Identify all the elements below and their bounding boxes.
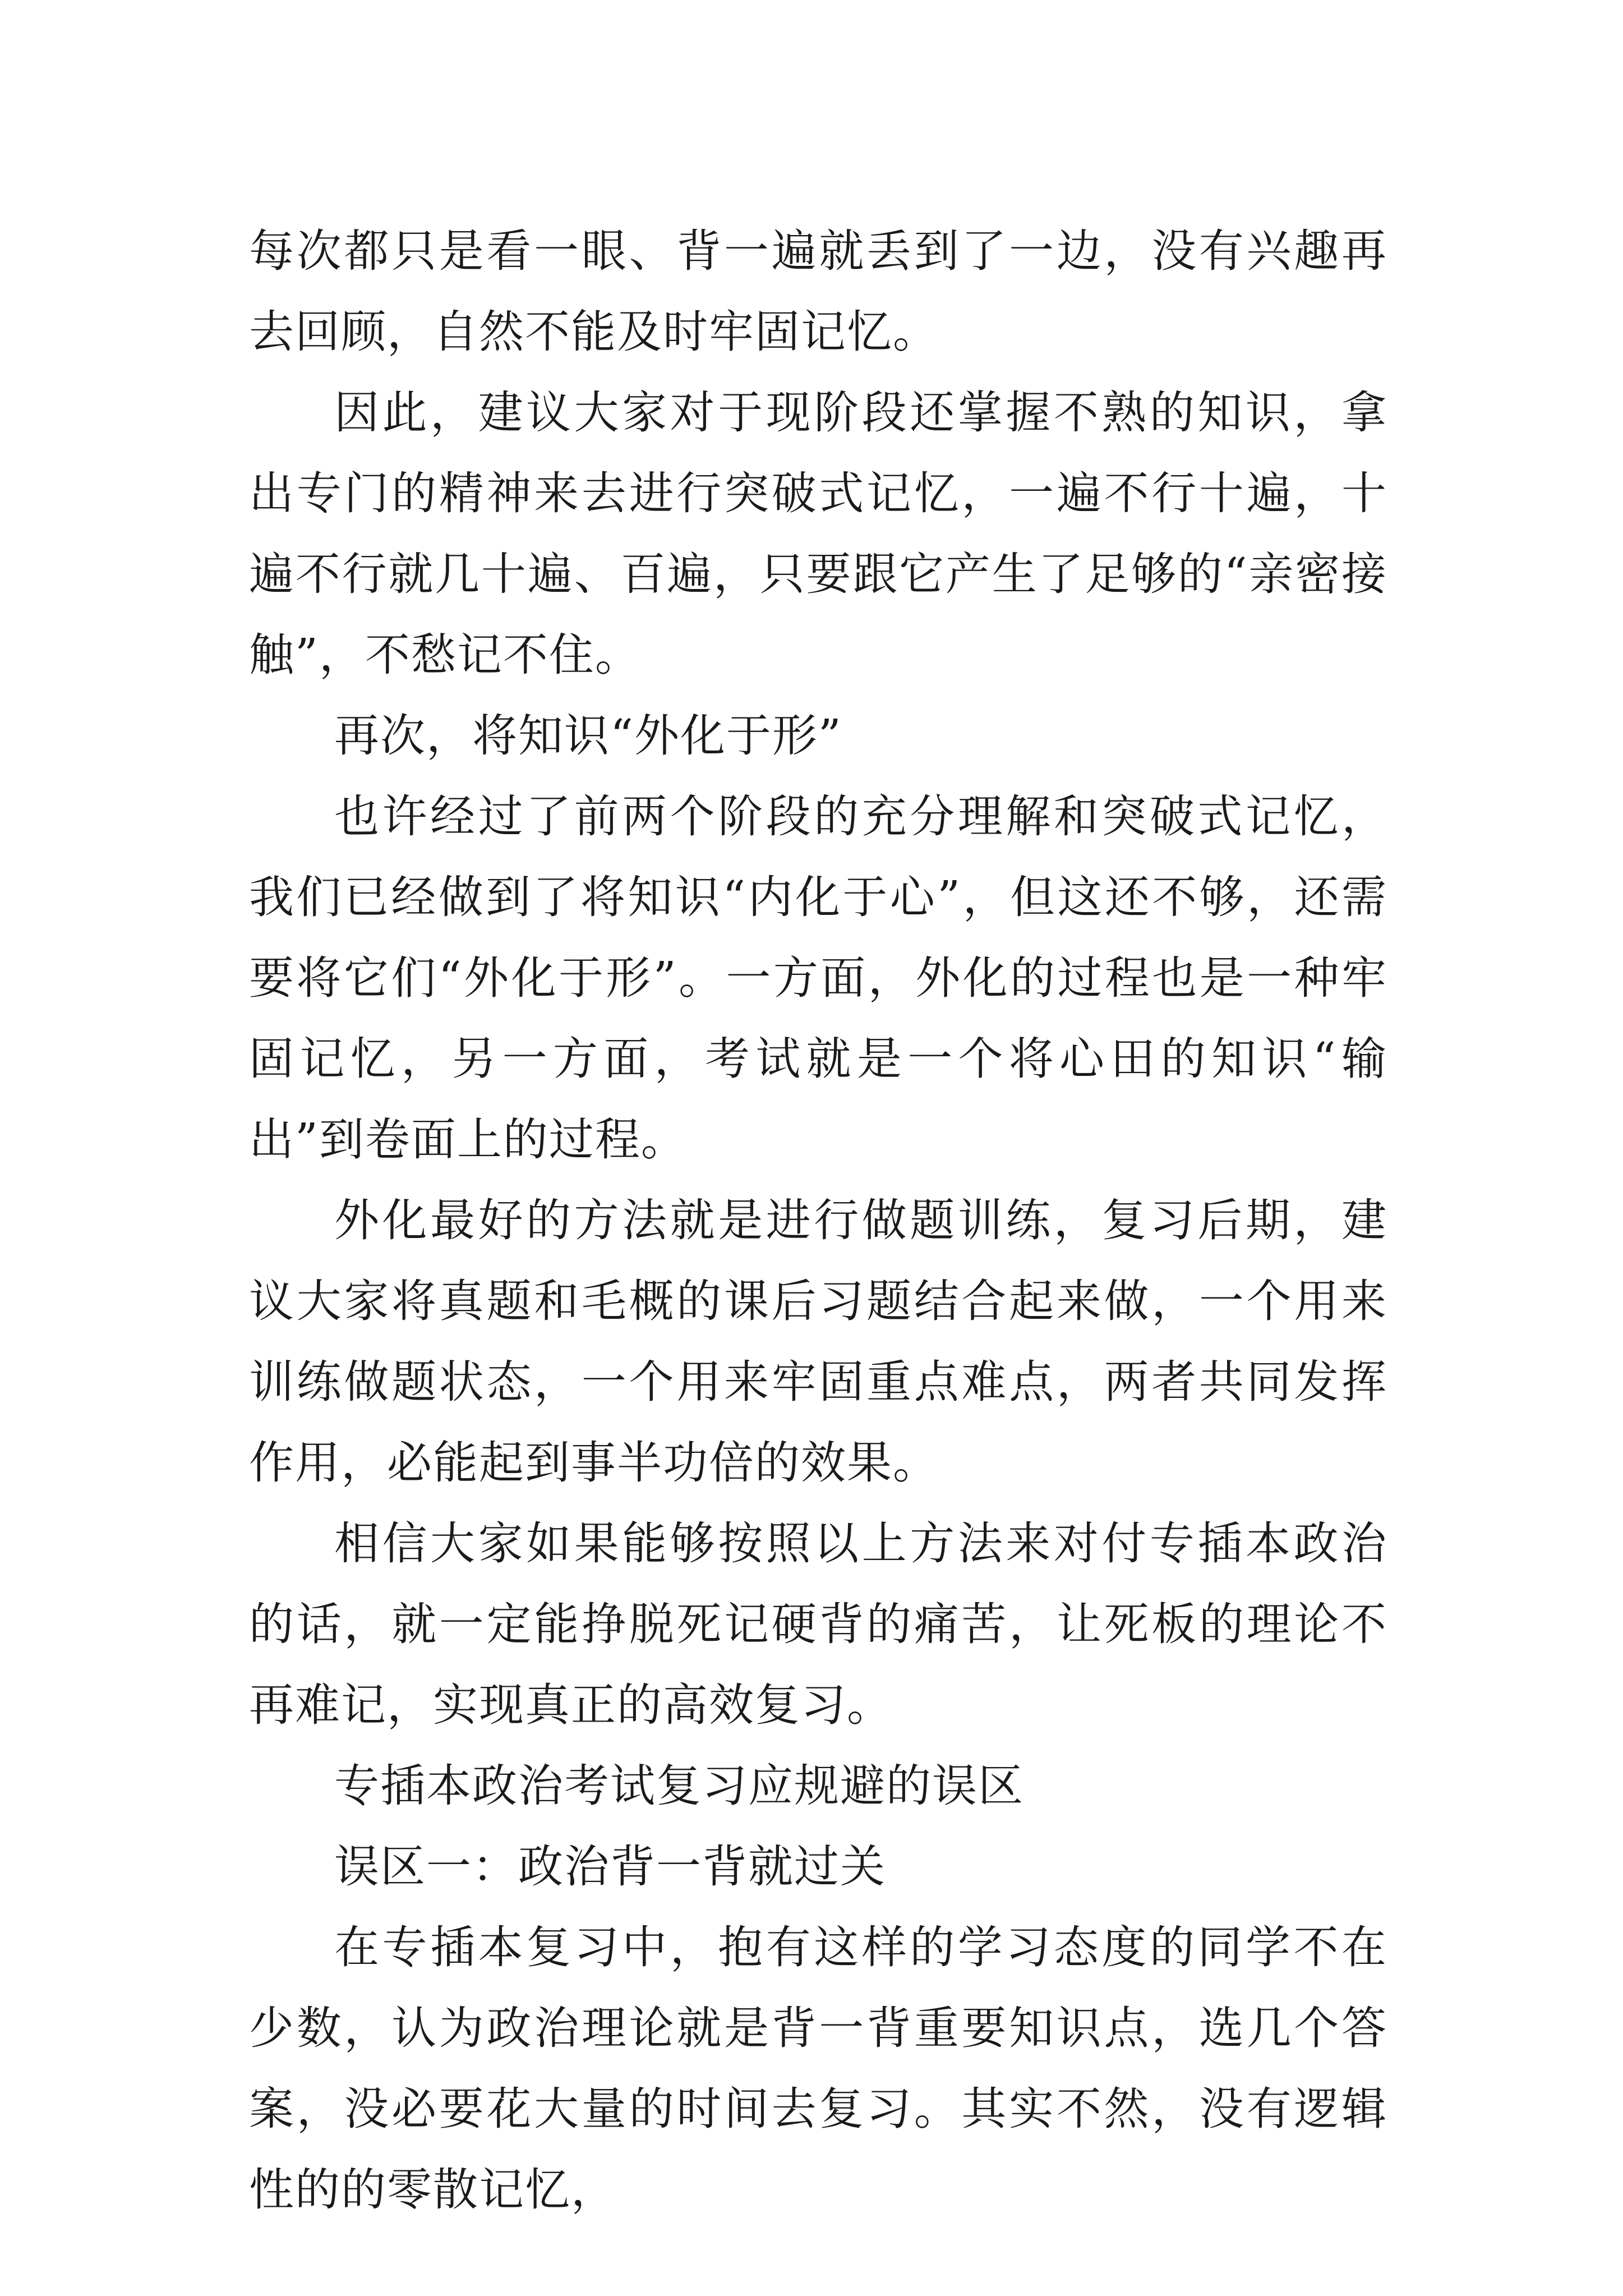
- paragraph-4: 外化最好的方法就是进行做题训练，复习后期，建议大家将真题和毛概的课后习题结合起来做，一个用来训练做题状态，一个用来牢固重点难点，两者共同发挥作用，必能起到事半功倍的效果。: [249, 1194, 1387, 1489]
- section-heading-externalize: 再次，将知识“外化于形”: [334, 710, 842, 762]
- paragraph-2: 因此，建议大家对于现阶段还掌握不熟的知识，拿出专门的精神来去进行突破式记忆，一遍不行十遍，十遍不行就几十遍、百遍，只要跟它产生了足够的“亲密接触”，不愁记不住。: [249, 386, 1387, 681]
- section-heading-pitfalls: 专插本政治考试复习应规避的误区: [334, 1760, 1024, 1812]
- paragraph-6: 在专插本复习中，抱有这样的学习态度的同学不在少数，认为政治理论就是背一背重要知识点，选几个答案，没必要花大量的时间去复习。其实不然，没有逻辑性的的零散记忆，: [249, 1921, 1387, 2216]
- body-text: [249, 211, 1387, 2230]
- paragraph-1: 每次都只是看一眼、背一遍就丢到了一边，没有兴趣再去回顾，自然不能及时牢固记忆。: [249, 225, 1387, 358]
- paragraph-3: 也许经过了前两个阶段的充分理解和突破式记忆，我们已经做到了将知识“内化于心”，但这还不够，还需要将它们“外化于形”。一方面，外化的过程也是一种牢固记忆，另一方面，考试就是一个将心田的知识“输出”到卷面上的过程。: [249, 790, 1387, 1166]
- pitfall-one-heading: 误区一：政治背一背就过关: [334, 1841, 886, 1893]
- paragraph-5: 相信大家如果能够按照以上方法来对付专插本政治的话，就一定能挣脱死记硬背的痛苦，让死板的理论不再难记，实现真正的高效复习。: [249, 1517, 1387, 1731]
